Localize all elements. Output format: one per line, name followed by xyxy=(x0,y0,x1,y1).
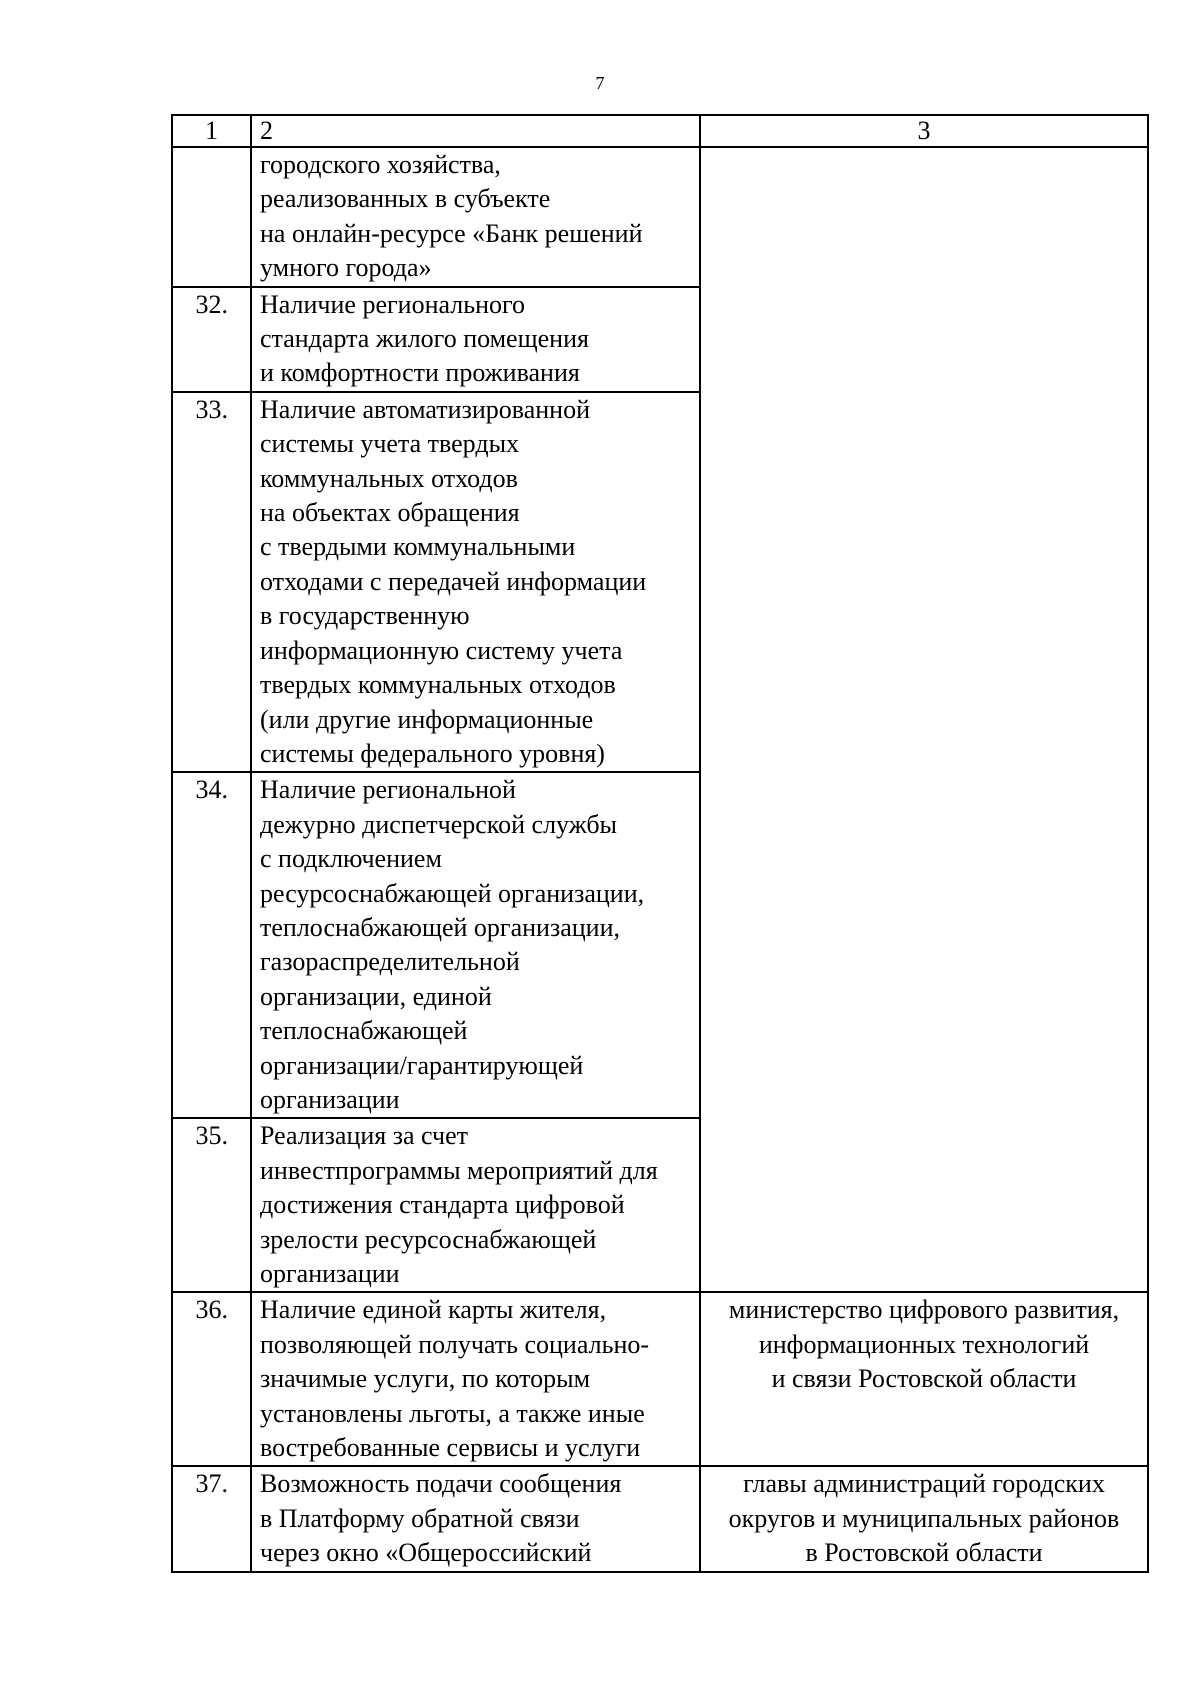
responsible-line: главы администраций городских xyxy=(743,1469,1105,1499)
responsible-line: министерство цифрового развития, xyxy=(728,1295,1120,1325)
row-description xyxy=(251,772,700,1118)
description-line: зрелости ресурсоснабжающей xyxy=(260,1224,597,1254)
description-line: системы федерального уровня) xyxy=(260,738,605,768)
description-line: Наличие региональной xyxy=(260,775,516,805)
description-line: отходами с передачей информации xyxy=(260,566,647,596)
description-line: Наличие единой карты жителя, xyxy=(260,1295,607,1325)
description-line: значимые услуги, по которым xyxy=(260,1364,591,1394)
description-line: (или другие информационные xyxy=(260,704,594,734)
description-line: организации xyxy=(260,1084,400,1114)
description-line: Возможность подачи сообщения xyxy=(260,1469,622,1499)
description-line: реализованных в субъекте xyxy=(260,184,551,214)
description-line: организации xyxy=(260,1259,400,1288)
description-line: с подключением xyxy=(260,844,442,874)
row-responsible xyxy=(700,1466,1148,1571)
description-line: и комфортности проживания xyxy=(260,358,580,388)
page-number: 7 xyxy=(595,73,605,93)
description-line: умного города» xyxy=(260,253,432,283)
row-description xyxy=(251,1118,700,1292)
document-table xyxy=(171,114,1149,1573)
header-col-2: 2 xyxy=(251,115,700,147)
description-line: в государственную xyxy=(260,601,470,631)
responsible-line: в Ростовской области xyxy=(805,1538,1043,1568)
description-line: твердых коммунальных отходов xyxy=(260,670,616,700)
row-number: 37. xyxy=(172,1466,251,1571)
description-line: Наличие автоматизированной xyxy=(260,394,590,424)
row-responsible xyxy=(700,1292,1148,1466)
row-number xyxy=(172,147,251,287)
description-line: востребованные сервисы и услуги xyxy=(260,1433,641,1463)
description-line: позволяющей получать социально- xyxy=(260,1329,650,1359)
description-line: организации, единой xyxy=(260,981,492,1011)
row-description xyxy=(251,1466,700,1571)
description-line: дежурно диспетчерской службы xyxy=(260,809,618,839)
row-number: 36. xyxy=(172,1292,251,1466)
description-line: на объектах обращения xyxy=(260,498,520,528)
description-line: в Платформу обратной связи xyxy=(260,1503,580,1533)
responsible-cell-empty xyxy=(700,147,1148,1292)
description-line: Реализация за счет xyxy=(260,1121,469,1151)
description-line: коммунальных отходов xyxy=(260,463,518,493)
row-description xyxy=(251,147,700,287)
description-line: стандарта жилого помещения xyxy=(260,324,589,354)
responsible-line: информационных технологий xyxy=(758,1329,1090,1359)
description-line: достижения стандарта цифровой xyxy=(260,1190,625,1220)
description-line: инвестпрограммы мероприятий для xyxy=(260,1155,658,1185)
description-line: теплоснабжающей организации, xyxy=(260,912,621,942)
description-line: на онлайн-ресурсе «Банк решений xyxy=(260,218,643,248)
description-line: с твердыми коммунальными xyxy=(260,532,576,562)
responsible-line: округов и муниципальных районов xyxy=(728,1503,1120,1533)
row-number: 32. xyxy=(172,287,251,392)
table-row xyxy=(172,1466,1148,1571)
description-line: организации/гарантирующей xyxy=(260,1050,584,1080)
description-line: теплоснабжающей xyxy=(260,1016,468,1046)
description-line: через окно «Общероссийский xyxy=(260,1538,592,1568)
description-line: информационную систему учета xyxy=(260,635,623,665)
header-col-1: 1 xyxy=(172,115,251,147)
table-row xyxy=(172,1292,1148,1466)
description-line: городского хозяйства, xyxy=(260,150,501,179)
row-description xyxy=(251,287,700,392)
description-line: газораспределительной xyxy=(260,947,520,977)
description-line: ресурсоснабжающей организации, xyxy=(260,878,645,908)
row-description xyxy=(251,392,700,772)
row-number: 34. xyxy=(172,772,251,1118)
description-line: Наличие регионального xyxy=(260,289,526,319)
row-number: 35. xyxy=(172,1118,251,1292)
description-line: системы учета твердых xyxy=(260,429,520,459)
row-number: 33. xyxy=(172,392,251,772)
table-row xyxy=(172,147,1148,287)
row-description xyxy=(251,1292,700,1466)
header-col-3: 3 xyxy=(700,115,1148,147)
table-header-row xyxy=(172,115,1148,147)
responsible-line: и связи Ростовской области xyxy=(771,1364,1077,1394)
description-line: установлены льготы, а также иные xyxy=(260,1398,645,1428)
